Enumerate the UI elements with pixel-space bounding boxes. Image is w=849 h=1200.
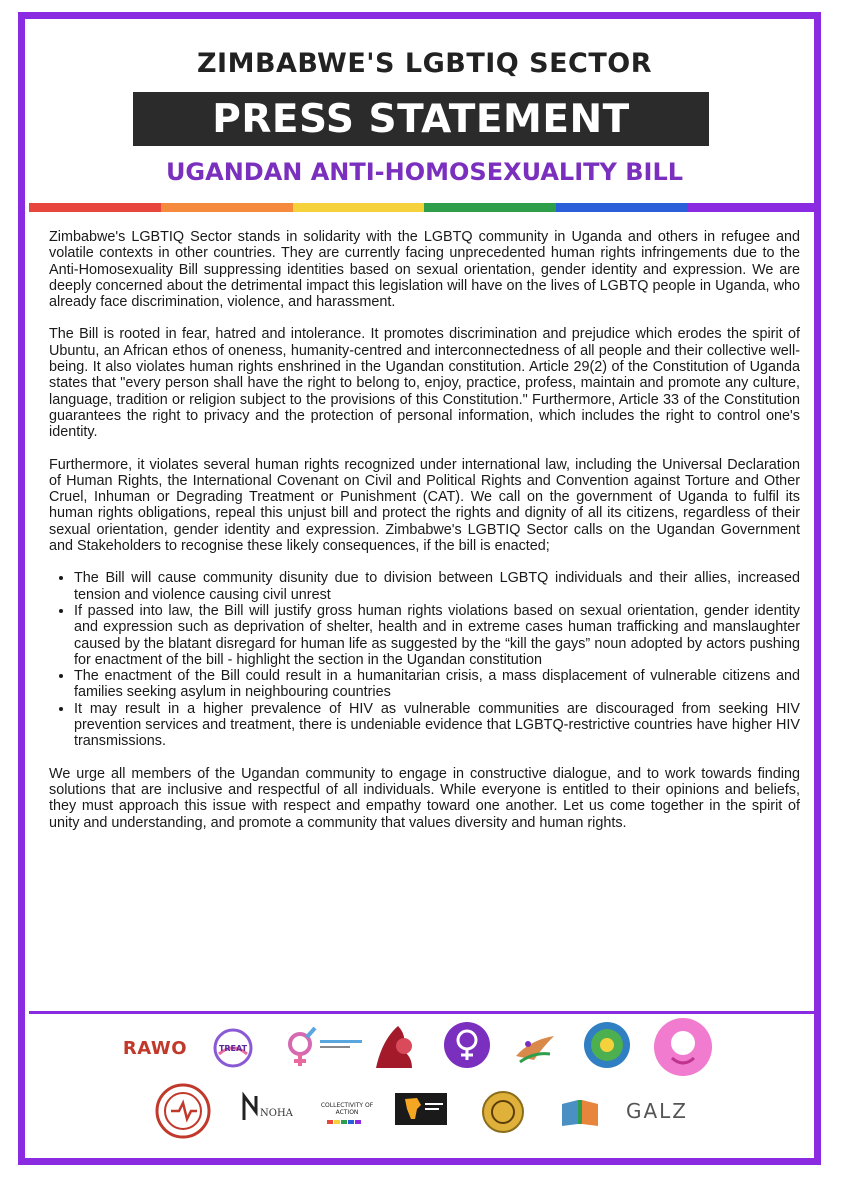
statement-subtitle: UGANDAN ANTI-HOMOSEXUALITY BILL — [165, 158, 684, 186]
book-logo — [558, 1094, 602, 1130]
consequences-list — [49, 570, 800, 749]
press-statement-banner — [133, 92, 709, 146]
africa-map-logo — [395, 1093, 447, 1125]
sector-title: ZIMBABWE'S LGBTIQ SECTOR — [196, 48, 653, 79]
green-circle-logo — [582, 1020, 632, 1070]
rainbow-divider — [29, 203, 820, 212]
list-item: • The Bill will cause community disunity due to division between LGBTQ individuals and their allies, increased tension and violence causing civil unrest — [74, 570, 800, 603]
red-figure-logo — [368, 1020, 420, 1072]
collectivity-logo: COLLECTIVITY OF ACTION — [318, 1090, 376, 1136]
paragraph: The Bill is rooted in fear, hatred and intolerance. It promotes discrimination and prejudice which erodes the spirit of Ubuntu, an African ethos of oneness, humanity-centred and interconnectedness of all people and their collective well-being. It also violates human rights enshrined in the Ugandan constitution. Article 29(2) of the Constitution of Uganda states that "every person shall have the right to belong to, enjoy, practice, profess, maintain and promote any culture, language, tradition or religion subject to the provisions of this Constitution." Furthermore, Article 33 of the Constitution guarantees the right to privacy and the protection of personal information, which includes the right to control one's identity. — [49, 326, 800, 441]
list-item: • The enactment of the Bill could result in a humanitarian crisis, a mass displacement of vulnerable citizens and families seeking asylum in neighbouring countries — [74, 668, 800, 701]
statement-body — [49, 229, 800, 847]
pink-circle-logo — [652, 1016, 714, 1078]
purple-venus-logo — [442, 1020, 492, 1070]
galz-logo: GALZ — [625, 1099, 689, 1123]
treat-logo: TREAT — [213, 1028, 253, 1068]
bird-logo — [510, 1022, 560, 1072]
red-ring-logo — [155, 1083, 211, 1139]
paragraph: Furthermore, it violates several human rights recognized under international law, including the Universal Declaration of Human Rights, the International Covenant on Civil and Political Rights and Convention against Torture and Other Cruel, Inhuman or Degrading Treatment or Punishment (CAT). We call on the government of Uganda to fulfil its human rights obligations, repeal this unjust bill and protect the rights and dignity of all its citizens, regardless of their sexual orientation, gender identity and expression. Zimbabwe's LGBTIQ Sector calls on the Ugandan Government and Stakeholders to recognise these likely consequences, if the bill is enacted; — [49, 456, 800, 555]
rawo-logo: RAWO — [122, 1037, 188, 1059]
gold-circle-logo — [481, 1090, 525, 1134]
closing-paragraph: We urge all members of the Ugandan community to engage in constructive dialogue, and to work towards finding solutions that are inclusive and respectful of all individuals. While everyone is entitled to their opinions and beliefs, they must approach this issue with respect and empathy toward one another. Let us come together in the spirit of unity and understanding, and promote a community that values diversity and human rights. — [49, 765, 800, 831]
trans-symbol-logo — [280, 1022, 365, 1072]
list-item: • If passed into law, the Bill will justify gross human rights violations based on sexual orientation, gender identity and expression such as deprivation of shelter, health and in extreme cases human trafficking and manslaughter caused by the blatant disregard for human life as suggested by the “kill the gays” noun adopted by actors pushing for enactment of the bill - highlight the section in the Ugandan constitution — [74, 603, 800, 668]
paragraph: Zimbabwe's LGBTIQ Sector stands in solidarity with the LGBTQ community in Uganda and others in refugee and volatile contexts in other countries. They are currently facing unprecedented human rights infringements due to the Anti-Homosexuality Bill suppressing identities based on sexual orientation, gender identity and expression. We are deeply concerned about the detrimental impact this legislation will have on the lives of LGBTQ people in Uganda, who already face discrimination, violence, and harassment. — [49, 229, 800, 311]
banner-label: PRESS STATEMENT — [212, 96, 630, 142]
footer-divider — [29, 1011, 820, 1014]
noha-logo: NOHA — [240, 1092, 300, 1136]
list-item: • It may result in a higher prevalence of HIV as vulnerable communities are discouraged from seeking HIV prevention services and treatment, there is undeniable evidence that LGBTQ-restrictive countries have higher HIV transmissions. — [74, 701, 800, 750]
